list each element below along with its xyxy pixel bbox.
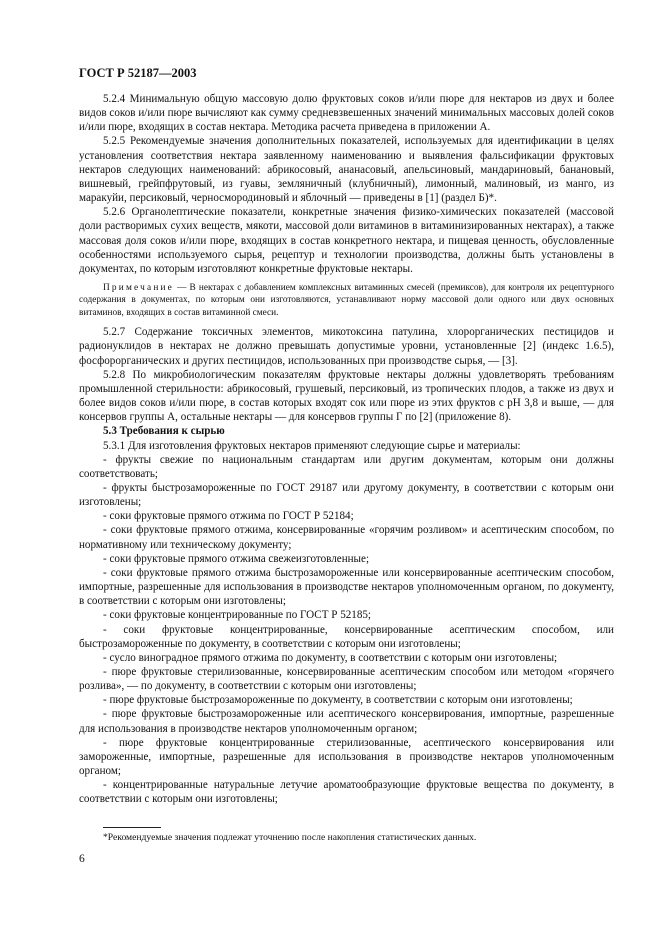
paragraph-5-2-4: 5.2.4 Минимальную общую массовую долю фруктовых соков и/или пюре для нектаров из двух и более видов соков и/или пюре вычисляют как сумму средневзвешенных значений минимальных массовых долей соков и/или пюре, входящих в состав нектара. Методика расчета приведена в приложении А.	[79, 93, 614, 134]
list-item: - соки фруктовые прямого отжима по ГОСТ Р 52184;	[103, 510, 354, 523]
document-header: ГОСТ Р 52187—2003	[79, 66, 197, 80]
paragraph-5-2-6: 5.2.6 Органолептические показатели, конкретные значения физико-химических показателей (массовой доли растворимых сухих веществ, мякоти, массовой доли витаминов в витаминизированных нектарах), а также массовая доля соков и/или пюре, входящих в состав конкретного нектара, и пищевая ценность, обусловленные особенностями используемого сырья, рецептур и технологии производства, должны быть установлены в документах, по которым изготовляют конкретные фруктовые нектары.	[79, 206, 614, 275]
page-number: 6	[79, 853, 85, 865]
paragraph-5-2-7: 5.2.7 Содержание токсичных элементов, микотоксина патулина, хлорорганических пестицидов и радионуклидов в нектарах не должно превышать допустимые уровни, установленные [2] (индекс 1.6.5), фосфорорганических и других пестицидов, использованных при производстве сырья, — [3].	[79, 326, 614, 367]
section-heading-5-3: 5.3 Требования к сырью	[103, 425, 225, 438]
list-item: - соки фруктовые прямого отжима свежеизготовленные;	[103, 552, 370, 565]
list-item: - сусло виноградное прямого отжима по документу, в соответствии с которым они изготовлены;	[103, 651, 558, 664]
list-item: - пюре фруктовые концентрированные стерилизованные, асептического консервирования или замороженные, импортные, разрешенные для использования в производстве нектаров уполномоченным органом;	[79, 736, 614, 778]
footnote: *Рекомендуемые значения подлежат уточнению после накопления статистических данных.	[103, 832, 477, 843]
list-item: - соки фруктовые прямого отжима быстрозамороженные или консервированные асептическим способом, импортные, разрешенные для использования в производстве нектаров уполномоченным органом, по документу, в соответствии с которым они изготовлены;	[79, 566, 614, 608]
footnote-divider	[103, 827, 161, 828]
list-item: - пюре фруктовые стерилизованные, консервированные асептическим способом или методом «горячего розлива», — по документу, в соответствии с которым они изготовлены;	[79, 666, 614, 693]
list-item: - соки фруктовые концентрированные, консервированные асептическим способом, или быстрозамороженные по документу, в соответствии с которым они изготовлены;	[79, 623, 614, 650]
list-item: - пюре фруктовые быстрозамороженные или асептического консервирования, импортные, разрешенные для использования в производстве нектаров уполномоченным органом;	[79, 708, 614, 735]
note	[79, 282, 614, 319]
list-item: - соки фруктовые прямого отжима, консервированные «горячим розливом» и асептическим способом, по нормативному или техническому документу;	[79, 524, 614, 551]
paragraph-5-3-1: 5.3.1 Для изготовления фруктовых нектаров применяют следующие сырье и материалы:	[103, 439, 521, 452]
list-item: - фрукты свежие по национальным стандартам или другим документам, которым они должны соответствовать;	[79, 453, 614, 480]
paragraph-5-2-5: 5.2.5 Рекомендуемые значения дополнительных показателей, используемых для идентификации в целях установления соответствия нектара заявленному наименованию и выявления фальсификации фруктовых нектаров следующих наименований: абрикосовый, ананасовый, апельсиновый, мандариновый, банановый, вишневый, грейпфрутовый, из гуавы, земляничный (клубничный), лимонный, малиновый, из манго, из маракуйи, персиковый, черносмородиновый и яблочный — приведены в [1] (раздел Б)*.	[79, 135, 614, 205]
list-item: - соки фруктовые концентрированные по ГОСТ Р 52185;	[103, 609, 372, 622]
paragraph-5-2-8: 5.2.8 По микробиологическим показателям фруктовые нектары должны удовлетворять требованиям промышленной стерильности: абрикосовый, грушевый, персиковый, из тропических плодов, а также из двух и более видов соков и/или пюре, в состав которых входят сок или пюре из этих фруктов с рН 3,8 и выше, — для консервов группы А, остальные нектары — для консервов группы Г по [2] (приложение 8).	[79, 368, 614, 424]
list-item: - пюре фруктовые быстрозамороженные по документу, в соответствии с которым они изготовлены;	[103, 694, 573, 707]
list-item: - фрукты быстрозамороженные по ГОСТ 29187 или другому документу, в соответствии с которым они изготовлены;	[79, 481, 614, 509]
document-body	[79, 92, 614, 807]
note-text: — В нектарах с добавлением комплексных витаминных смесей (премиксов), для контроля их рецептурного содержания в документах, по которым они изготовляются, устанавливают норму массовой доли одного или двух основных витаминов, входящих в состав витаминной смеси.	[79, 283, 614, 318]
note-label: Примечание	[103, 283, 174, 294]
list-item: - концентрированные натуральные летучие ароматообразующие фруктовые вещества по документу, в соответствии с которым они изготовлены;	[79, 779, 614, 806]
